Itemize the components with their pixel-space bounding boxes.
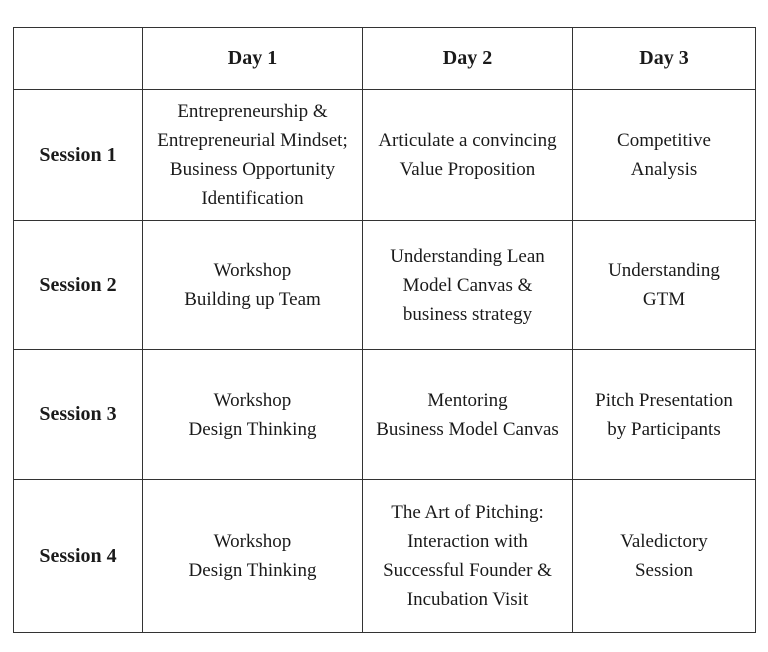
cell-line: by Participants (607, 418, 721, 440)
cell-line: Understanding (608, 260, 720, 281)
cell-line: Design Thinking (188, 418, 317, 440)
cell-session-4-day-3 (573, 480, 756, 633)
cell-line: Analysis (630, 159, 698, 180)
cell-line: Workshop (213, 531, 292, 552)
row-header-session-1: Session 1 (14, 90, 143, 221)
cell-line: Business Model Canvas (376, 418, 559, 440)
cell-session-3-day-2 (363, 350, 573, 480)
cell-line: GTM (642, 289, 686, 310)
row-header-session-4: Session 4 (14, 480, 143, 633)
cell-line: Entrepreneurial Mindset; (157, 130, 348, 151)
cell-session-4-day-1 (143, 480, 363, 633)
table-row (14, 90, 756, 221)
cell-session-2-day-1 (143, 221, 363, 350)
cell-session-4-day-2 (363, 480, 573, 633)
cell-line: Articulate a convincing (378, 130, 557, 151)
cell-session-1-day-3 (573, 90, 756, 221)
cell-line: business strategy (402, 303, 533, 325)
cell-line: Entrepreneurship & (177, 101, 328, 122)
column-header-day-2: Day 2 (363, 28, 573, 90)
table-row (14, 350, 756, 480)
cell-session-3-day-1 (143, 350, 363, 480)
cell-line: Pitch Presentation (595, 389, 733, 411)
cell-line: Understanding Lean (390, 245, 545, 267)
cell-line: Workshop (213, 260, 292, 281)
cell-line: Value Proposition (399, 159, 536, 180)
row-header-session-3: Session 3 (14, 350, 143, 480)
row-header-session-2: Session 2 (14, 221, 143, 350)
column-header-day-3: Day 3 (573, 28, 756, 90)
schedule-table (13, 27, 756, 633)
corner-cell (14, 28, 143, 90)
table-row (14, 221, 756, 350)
cell-line: Model Canvas & (402, 274, 533, 296)
cell-session-1-day-2 (363, 90, 573, 221)
cell-line: Design Thinking (188, 560, 317, 581)
cell-line: Incubation Visit (406, 589, 529, 610)
cell-line: Competitive (617, 130, 711, 151)
column-header-day-1: Day 1 (143, 28, 363, 90)
table-row (14, 480, 756, 633)
header-row (14, 28, 756, 90)
cell-line: Interaction with (407, 531, 528, 552)
cell-session-1-day-1 (143, 90, 363, 221)
cell-line: Building up Team (184, 289, 321, 310)
cell-line: Successful Founder & (383, 560, 552, 581)
cell-line: Business Opportunity (169, 159, 336, 180)
cell-line: Workshop (213, 389, 292, 411)
cell-session-3-day-3 (573, 350, 756, 480)
cell-line: The Art of Pitching: (391, 502, 544, 523)
cell-line: Session (634, 560, 694, 581)
cell-line: Identification (201, 188, 304, 209)
cell-line: Mentoring (427, 389, 508, 411)
cell-session-2-day-3 (573, 221, 756, 350)
cell-session-2-day-2 (363, 221, 573, 350)
cell-line: Valedictory (620, 531, 708, 552)
